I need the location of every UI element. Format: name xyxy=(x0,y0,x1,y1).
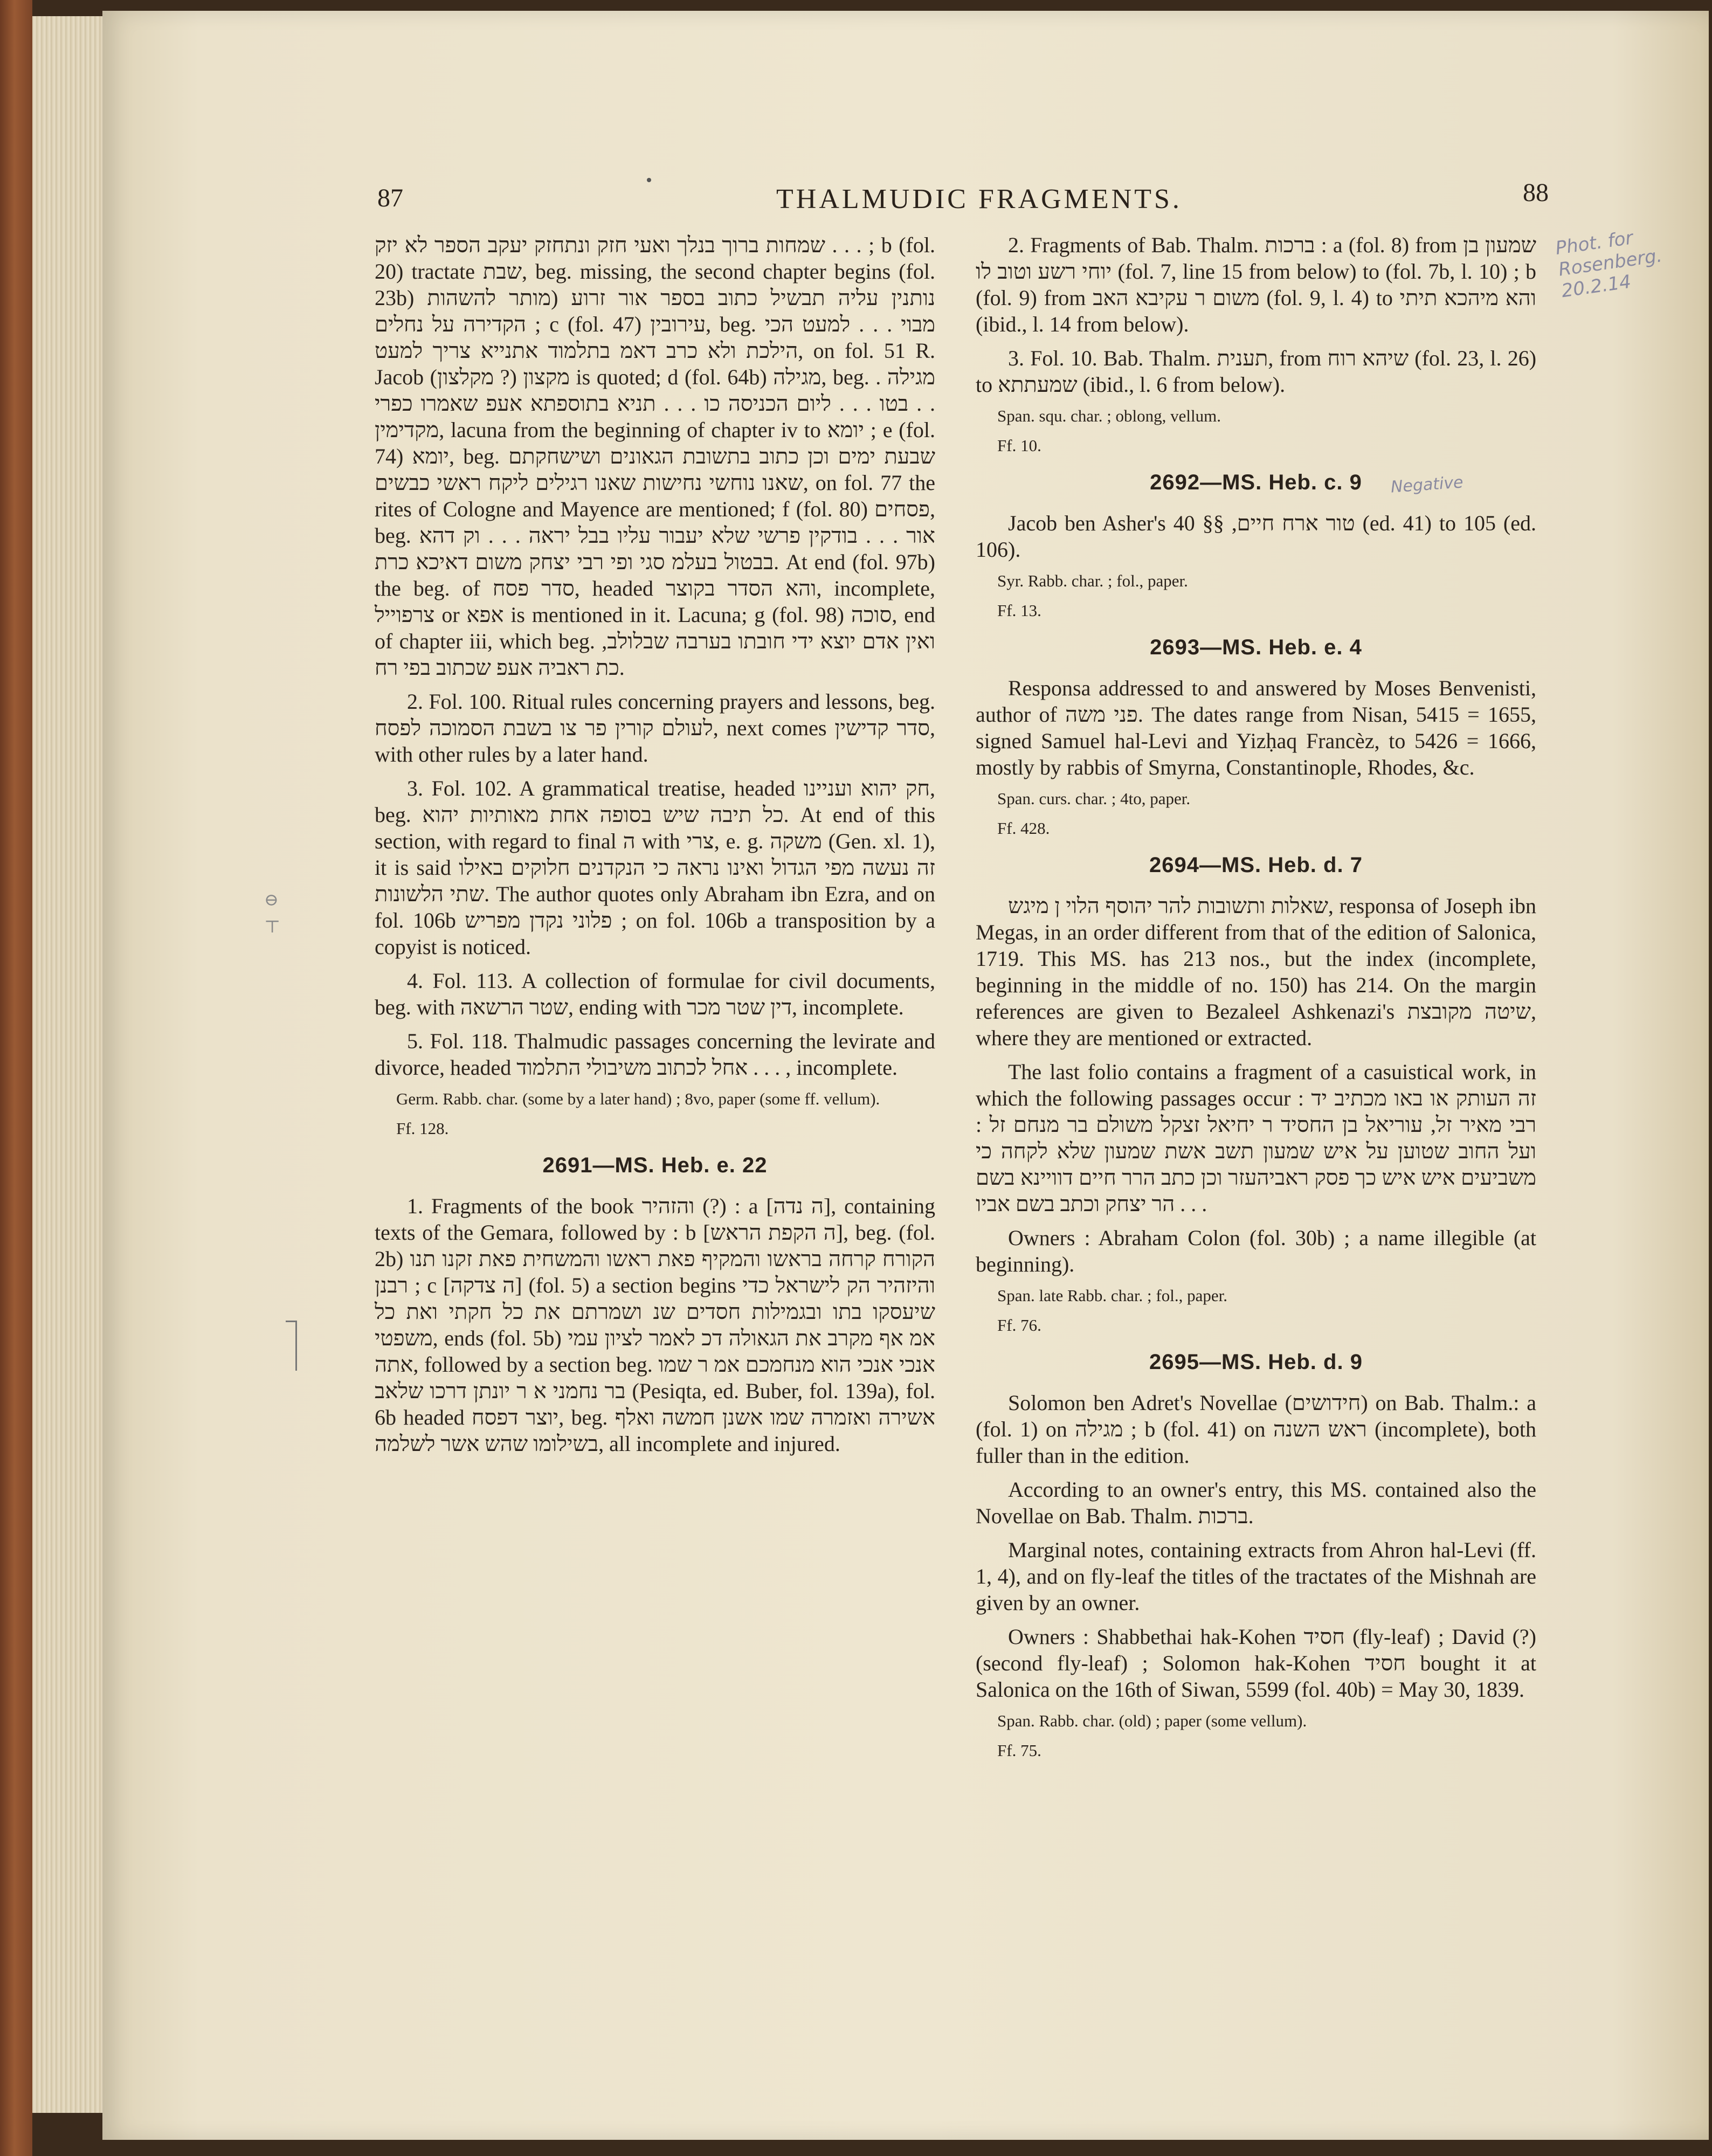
paragraph: Solomon ben Adret's Novellae (חידושים) on Bab. Thalm.: a (fol. 1) on מגילה ; b (fol. 41) on ראש השנה (incomplete), both fuller than in the edition. xyxy=(976,1391,1536,1468)
margin-mark: ⊖ xyxy=(264,890,279,909)
folio-count: Ff. 76. xyxy=(997,1316,1041,1335)
paragraph: Marginal notes, containing extracts from Ahron hal-Levi (ff. 1, 4), and on fly-leaf the titles of the tractates of the Mishnah are given by an owner. xyxy=(976,1538,1536,1615)
margin-mark: ⊤ xyxy=(264,917,281,936)
handwritten-note: Negative xyxy=(1390,473,1464,497)
script-note: Germ. Rabb. char. (some by a later hand) ; 8vo, paper (some ff. vellum). xyxy=(396,1089,880,1108)
folio-count: Ff. 75. xyxy=(997,1741,1041,1760)
paragraph: 5. Fol. 118. Thalmudic passages concerning the levirate and divorce, headed אחל לכתוב משיבולי התלמוד . . . , incomplete. xyxy=(375,1029,935,1080)
paragraph: The last folio contains a fragment of a casuistical work, in which the following passages occur : זה העותק או באו מכתיב יד רבי מאיר זל, עוריאל בן החסיד ר יחיאל זצקל משולם בר מנחם זל : ועל החוב שטוען על איש שמעון תשב אשת שמעון שלא לקחה כי משביעים איש איש כך פסק ראביהעזר וכן כתב הרר חיים דוויינא בשם הר יצחק וכתב בשם אביו . . . xyxy=(976,1060,1536,1216)
paragraph: Owners : Shabbethai hak-Kohen חסיד (fly-leaf) ; David (?) (second fly-leaf) ; Solomon hak-Kohen חסיד bought it at Salonica on the 16th of Siwan, 5599 (fol. 40b) = May 30, 1839. xyxy=(976,1625,1536,1702)
margin-bracket xyxy=(286,1321,297,1371)
left-page-number: 87 xyxy=(377,184,403,212)
script-note: Span. late Rabb. char. ; fol., paper. xyxy=(997,1286,1227,1305)
script-note: Span. Rabb. char. (old) ; paper (some vellum). xyxy=(997,1711,1307,1730)
book-page xyxy=(102,11,1709,2140)
left-column xyxy=(375,232,935,1464)
entry-heading: 2695—MS. Heb. d. 9 xyxy=(1149,1350,1363,1374)
right-column xyxy=(976,232,1536,1772)
script-note: Syr. Rabb. char. ; fol., paper. xyxy=(997,571,1188,590)
script-note: Span. squ. char. ; oblong, vellum. xyxy=(997,406,1221,425)
folio-count: Ff. 10. xyxy=(997,436,1041,455)
handwritten-note: Phot. for Rosenberg. 20.2.14 xyxy=(1554,227,1663,302)
paragraph: 4. Fol. 113. A collection of formulae for civil documents, beg. with שטר הרשאה, ending with דין שטר מכר, incomplete. xyxy=(375,969,935,1019)
right-page-number: 88 xyxy=(1523,178,1549,207)
entry-heading: 2694—MS. Heb. d. 7 xyxy=(1149,853,1363,877)
paragraph: 2. Fol. 100. Ritual rules concerning prayers and lessons, beg. לעולם קורין פר צו בשבת הסמוכה לפסח, next comes סדר קדישין, with other rules by a later hand. xyxy=(375,689,936,766)
paragraph: 2. Fragments of Bab. Thalm. ברכות : a (fol. 8) from שמעון בן יוחי רשע וטוב לו (fol. 7, line 15 from below) to (fol. 7b, l. 10) ; b (fol. 9) from משום ר עקיבא האב (fol. 9, l. 4) to והא מיהכא תיתי (ibid., l. 14 from below). xyxy=(976,233,1536,336)
running-head xyxy=(102,178,1709,226)
book-binding-edge xyxy=(0,0,32,2156)
folio-count: Ff. 428. xyxy=(997,819,1050,838)
paragraph: Jacob ben Asher's טור ארח חיים, §§ 40 (ed. 41) to 105 (ed. 106). xyxy=(976,511,1536,562)
entry-heading: 2693—MS. Heb. e. 4 xyxy=(1150,635,1362,659)
script-note: Span. curs. char. ; 4to, paper. xyxy=(997,789,1191,808)
paragraph: 3. Fol. 10. Bab. Thalm. תענית, from שיהא רוח (fol. 23, l. 26) to שמעתתא (ibid., l. 6 from below). xyxy=(976,346,1537,397)
paragraph: 3. Fol. 102. A grammatical treatise, headed חק יהוא ועניינו, beg. כל תיבה שיש בסופה אחת מאותיות יהוא. At end of this section, with regard to final ה with צרי, e. g. משקה (Gen. xl. 1), it is said זה נעשה מפי הגדול ואינו נראה כי הנקדנים חלוקים באילו שתי הלשונות. The author quotes only Abraham ibn Ezra, and on fol. 106b פלוני נקדן מפריש ; on fol. 106b a transposition by a copyist is noticed. xyxy=(375,776,936,959)
entry-heading: 2692—MS. Heb. c. 9 xyxy=(1150,471,1362,494)
paragraph: שמחות ברוך בנלך ואעי חזק ונתחזק יעקב הספר לא יזק . . . ; b (fol. 20) tractate שבת, beg. missing, the second chapter begins (fol. 23b) נותנין עליה תבשיל כתוב בספר אור זרוע (מותר להשהות הקדירה על נחלים ; c (fol. 47) עירובין, beg. מבוי . . . למעט הכי הילכת ולא כרב דאמ בתלמוד אתנייא צריך למעט, on fol. 51 R. Jacob מקצון (? מקלצון) is quoted; d (fol. 64b) מגילה, beg. מגילה . . . בטו . . . ליום הכניסה כו . . . תניא בתוספתא אעפ שאמרו כפרי מקדימין, lacuna from the beginning of chapter iv to יומא ; e (fol. 74) יומא, beg. שבעת ימים וכן כתוב בתשובת הגאונים ושישחקתם שאנו נוחשי נחישות שאנו רגילים ליקח ראשי כבשים, on fol. 77 the rites of Cologne and Mayence are mentioned; f (fol. 80) פסחים, beg. אור . . . בודקין פרשי שלא יעבור עליו בבל יראה . . . וק דהא בבטול בעלמ סגי ופי רבי יצחק משום דאיכא כרת. At end (fol. 97b) the beg. of סדר פסח, headed והא הסדר בקוצר, incomplete, צרפוייל or אפא is mentioned in it. Lacuna; g (fol. 98) סוכה, end of chapter iii, which beg. ואין אדם יוצא ידי חובתו בערבה שבלולב, כת ראביה אעפ שכתוב בפי רח. xyxy=(375,233,936,680)
page-stack-edge xyxy=(32,16,113,2113)
folio-count: Ff. 13. xyxy=(997,601,1041,620)
paragraph: Owners : Abraham Colon (fol. 30b) ; a name illegible (at beginning). xyxy=(976,1226,1536,1276)
ink-dot xyxy=(647,178,651,182)
page-title: THALMUDIC FRAGMENTS. xyxy=(776,184,1182,215)
folio-count: Ff. 128. xyxy=(396,1119,449,1138)
paragraph: According to an owner's entry, this MS. contained also the Novellae on Bab. Thalm. ברכות. xyxy=(976,1477,1536,1528)
paragraph: Responsa addressed to and answered by Moses Benvenisti, author of פני משה. The dates range from Nisan, 5415 = 1655, signed Samuel hal-Levi and Yizḥaq Francèz, to 5426 = 1666, mostly by rabbis of Smyrna, Constantinople, Rhodes, &c. xyxy=(976,676,1536,779)
paragraph: 1. Fragments of the book והזהיר (?) : a [ה נדה], containing texts of the Gemara, followed by : b [ה הקפת הראש], beg. (fol. 2b) הקורח קרחה בראשו והמקיף פאת ראשו והמשחית פאת זקנו תנו רבנן ; c [ה צדקה] (fol. 5) a section begins והיזהיר הק לישראל כדי שיעסקו בתו ובגמילות חסדים שנ ושמרתם את כל חקתי ואת כל משפטי, ends (fol. 5b) אמ אף מקרב את הגאולה דכ לאמר לציון עמי אתה, followed by a section beg. אנכי אנכי הוא מנחמכם אמ ר שמו בר נחמני א ר יונתן דרכו שלאב (Pesiqta, ed. Buber, fol. 139a), fol. 6b headed יוצר דפסח, beg. אשירה ואזמרה שמו אשנן חמשה ואלף בשילומו שהש אשר לשלמה, all incomplete and injured. xyxy=(375,1194,936,1456)
entry-heading: 2691—MS. Heb. e. 22 xyxy=(542,1153,768,1177)
paragraph: שאלות ותשובות להר יהוסף הלוי ן מיגש, responsa of Joseph ibn Megas, in an order different from that of the edition of Salonica, 1719. This MS. has 213 nos., but the index (incomplete, beginning in the middle of no. 150) has 214. On the margin references are given to Bezaleel Ashkenazi's שיטה מקובצת, where they are mentioned or extracted. xyxy=(976,894,1536,1050)
